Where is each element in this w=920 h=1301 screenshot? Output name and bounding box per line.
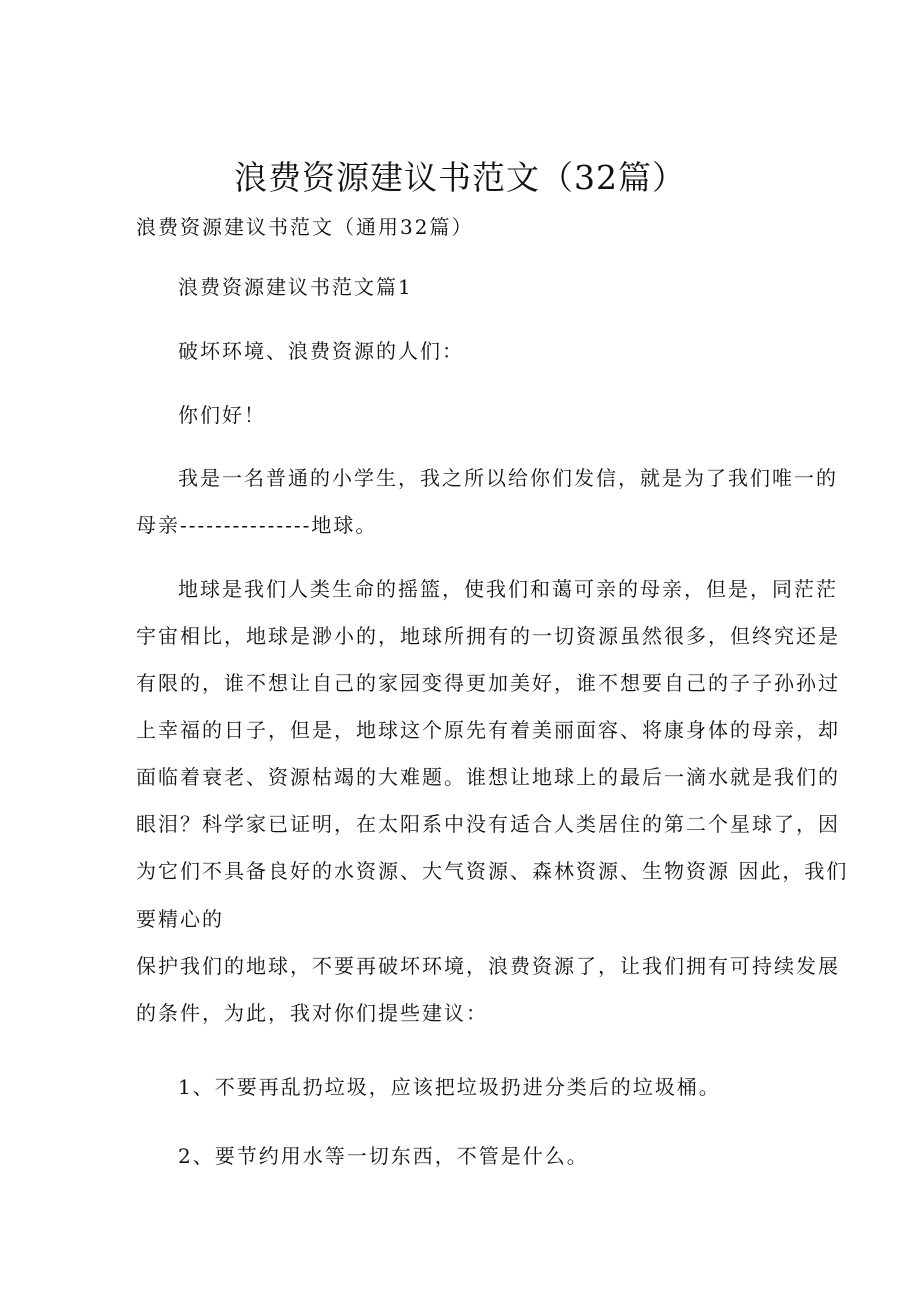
paragraph-line: 保护我们的地球，不要再破坏环境，浪费资源了，让我们拥有可持续发展: [136, 954, 840, 978]
paragraph-line: 的条件，为此，我对你们提些建议：: [136, 1001, 488, 1025]
section-heading: 浪费资源建议书范文篇1: [178, 275, 413, 299]
suggestion-item: 2、要节约用水等一切东西，不管是什么。: [178, 1144, 589, 1168]
document-title: 浪费资源建议书范文（32篇）: [234, 158, 686, 197]
paragraph-line: 面临着衰老、资源枯竭的大难题。谁想让地球上的最后一滴水就是我们的: [136, 765, 840, 789]
suggestion-item: 1、不要再乱扔垃圾，应该把垃圾扔进分类后的垃圾桶。: [178, 1075, 721, 1099]
paragraph-line: 为它们不具备良好的水资源、大气资源、森林资源、生物资源 因此，我们: [136, 859, 849, 883]
paragraph-line: 母亲---------------地球。: [136, 513, 378, 537]
paragraph-line: 宇宙相比，地球是渺小的，地球所拥有的一切资源虽然很多，但终究还是: [136, 624, 840, 648]
document-subtitle: 浪费资源建议书范文（通用32篇）: [136, 215, 474, 239]
paragraph-line: 要精心的: [136, 907, 224, 931]
paragraph-line: 地球是我们人类生命的摇篮，使我们和蔼可亲的母亲，但是，同茫茫: [178, 577, 838, 601]
paragraph-line: 我是一名普通的小学生，我之所以给你们发信，就是为了我们唯一的: [178, 466, 838, 490]
paragraph-line: 有限的，谁不想让自己的家园变得更加美好，谁不想要自己的子子孙孙过: [136, 671, 840, 695]
paragraph-line: 上幸福的日子，但是，地球这个原先有着美丽面容、将康身体的母亲，却: [136, 718, 840, 742]
salutation: 破坏环境、浪费资源的人们：: [178, 339, 464, 363]
greeting: 你们好！: [178, 403, 266, 427]
paragraph-line: 眼泪？科学家已证明，在太阳系中没有适合人类居住的第二个星球了，因: [136, 812, 840, 836]
